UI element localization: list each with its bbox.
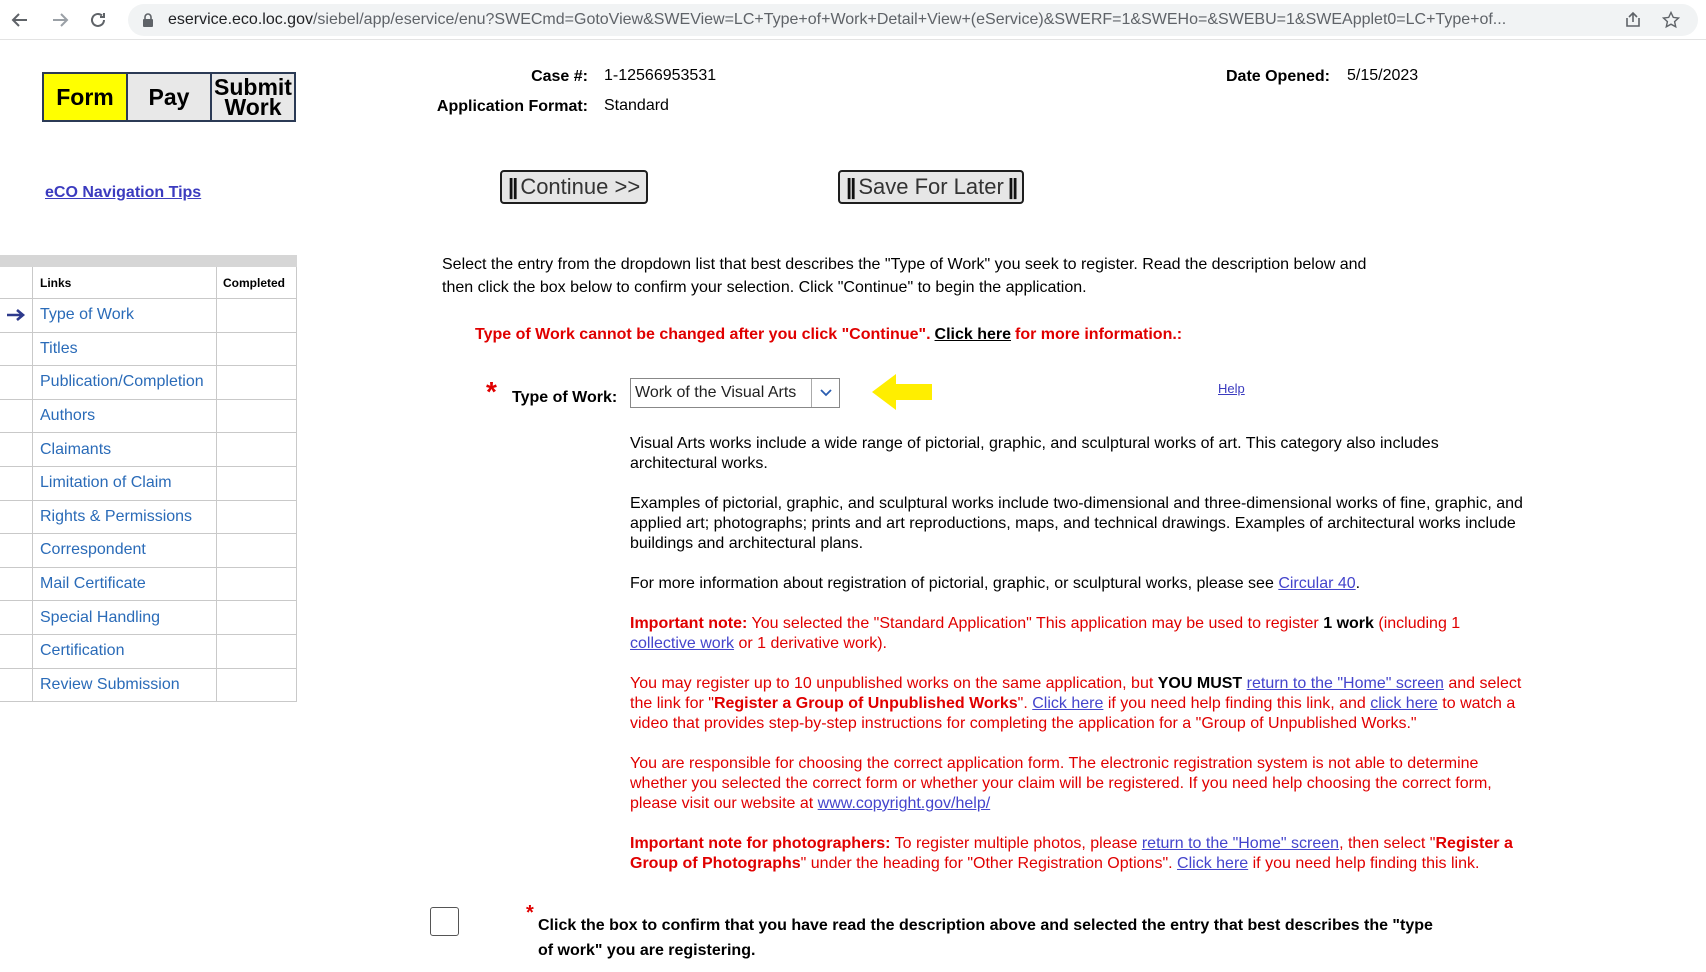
completed-column-header: Completed [217, 267, 297, 298]
browser-toolbar [0, 0, 1706, 40]
photographers-note-paragraph: Important note for photographers: To register multiple photos, please return to the "Home" screen, then select "Register a Group of Photographs" under the heading for "Other Registration Options". Click here if you need help finding this link. [630, 835, 1513, 872]
step-submit-work[interactable]: Submit Work [212, 74, 294, 120]
link-certification[interactable]: Certification [40, 642, 125, 660]
type-of-work-warning: Type of Work cannot be changed after you click "Continue". Click here for more information.: [475, 326, 1183, 343]
back-icon[interactable] [6, 6, 34, 34]
navigation-tips-link[interactable]: eCO Navigation Tips [45, 184, 202, 201]
links-column-header: Links [33, 267, 217, 298]
case-number-value: 1-12566953531 [604, 67, 717, 84]
table-row [0, 669, 297, 703]
description-paragraph-1: Visual Arts works include a wide range of pictorial, graphic, and sculptural works of art. This category also includes architectural works. [630, 435, 1439, 472]
application-steps [42, 72, 296, 122]
link-special-handling[interactable]: Special Handling [40, 608, 161, 626]
table-row [0, 568, 297, 602]
yellow-arrow-icon [870, 372, 934, 412]
table-row [0, 601, 297, 635]
forward-icon[interactable] [46, 6, 74, 34]
table-row [0, 400, 297, 434]
chevron-down-icon[interactable] [811, 379, 839, 407]
instructions-text: Select the entry from the dropdown list that best describes the "Type of Work" you seek to register. Read the description below and then click the box below to confirm your selection. Click "Continue" to begin the application. [442, 256, 1367, 296]
table-row [0, 635, 297, 669]
link-rights-permissions[interactable]: Rights & Permissions [40, 507, 193, 525]
required-star-icon: * [486, 376, 497, 407]
links-table [0, 255, 297, 702]
link-limitation-of-claim[interactable]: Limitation of Claim [40, 474, 172, 492]
table-row [0, 467, 297, 501]
link-type-of-work[interactable]: Type of Work [40, 306, 134, 324]
date-opened-label: Date Opened: [1225, 68, 1330, 85]
required-star-icon: * [526, 902, 534, 924]
type-of-work-select[interactable] [630, 378, 840, 408]
table-row [0, 433, 297, 467]
link-publication-completion[interactable]: Publication/Completion [40, 373, 204, 391]
description-paragraph-2: Examples of pictorial, graphic, and sculptural works include two-dimensional and three-dimensional works of fine, graphic, and applied art; photographs; prints and art reproductions, maps, and technical drawings. Examples of architectural works include buildings and architectural plans. [630, 495, 1523, 552]
continue-button[interactable]: || Continue >> [500, 170, 648, 204]
bookmark-star-icon[interactable] [1660, 9, 1682, 31]
watch-video-link[interactable]: click here [1370, 695, 1438, 712]
lock-icon [142, 12, 154, 28]
step-form[interactable]: Form [44, 74, 128, 120]
responsibility-paragraph: You are responsible for choosing the correct application form. The electronic registration system is not able to determine whether you selected the correct form or whether your claim will be registered. If you need help choosing the correct form, please visit our website at www.copyright.gov/help/ [630, 755, 1492, 812]
important-note-paragraph: Important note: You selected the "Standard Application" This application may be used to register 1 work (including 1 collective work or 1 derivative work). [630, 615, 1461, 652]
link-mail-certificate[interactable]: Mail Certificate [40, 575, 146, 593]
date-opened-value: 5/15/2023 [1347, 67, 1419, 84]
link-review-submission[interactable]: Review Submission [40, 675, 180, 693]
circular-40-link[interactable]: Circular 40 [1278, 575, 1356, 592]
step-pay[interactable]: Pay [128, 74, 212, 120]
copyright-help-link[interactable]: www.copyright.gov/help/ [817, 795, 991, 812]
type-of-work-label: Type of Work: [512, 389, 618, 406]
description-paragraph-3: For more information about registration of pictorial, graphic, or sculptural works, please see Circular 40. [630, 575, 1361, 592]
link-authors[interactable]: Authors [40, 407, 96, 425]
unpublished-works-paragraph: You may register up to 10 unpublished works on the same application, but YOU MUST return to the "Home" screen and select the link for "Register a Group of Unpublished Works". Click here if you need help finding this link, and click here to watch a video that provides step-by-step instructions for completing the application for a "Group of Unpublished Works." [630, 675, 1522, 732]
link-titles[interactable]: Titles [40, 339, 78, 357]
table-row [0, 299, 297, 333]
table-row [0, 333, 297, 367]
collective-work-link[interactable]: collective work [630, 635, 735, 652]
find-link-help-link[interactable]: Click here [1032, 695, 1104, 712]
application-format-label: Application Format: [436, 98, 588, 115]
address-bar[interactable] [128, 4, 1698, 36]
confirm-text: Click the box to confirm that you have read the description above and selected the entry that best describes the "type of work" you are registering. [538, 917, 1433, 959]
help-link[interactable]: Help [1218, 381, 1245, 396]
table-row [0, 501, 297, 535]
application-format-value: Standard [604, 97, 669, 114]
save-for-later-button[interactable]: || Save For Later || [838, 170, 1024, 204]
type-of-work-selected-value: Work of the Visual Arts [635, 384, 797, 401]
return-home-photos-link[interactable]: return to the "Home" screen [1141, 835, 1340, 852]
current-step-arrow-icon [6, 308, 26, 322]
link-claimants[interactable]: Claimants [40, 440, 112, 458]
case-number-label: Case #: [531, 68, 588, 85]
find-photos-link-help[interactable]: Click here [1177, 855, 1249, 872]
reload-icon[interactable] [84, 6, 112, 34]
link-correspondent[interactable]: Correspondent [40, 541, 146, 559]
url-text: eservice.eco.loc.gov/siebel/app/eservice/enu?SWECmd=GotoView&SWEView=LC+Type+of+Work+Detail+View+(eService)&SWERF=1&SWEHo=&SWEBU=1&SWEApplet0=LC+Type+of... [168, 11, 1507, 28]
table-row [0, 366, 297, 400]
share-icon[interactable] [1622, 9, 1644, 31]
return-home-link[interactable]: return to the "Home" screen [1246, 675, 1444, 692]
confirm-checkbox[interactable] [430, 907, 459, 936]
links-table-header [0, 267, 297, 299]
table-row [0, 534, 297, 568]
more-info-link[interactable]: Click here [934, 326, 1012, 343]
